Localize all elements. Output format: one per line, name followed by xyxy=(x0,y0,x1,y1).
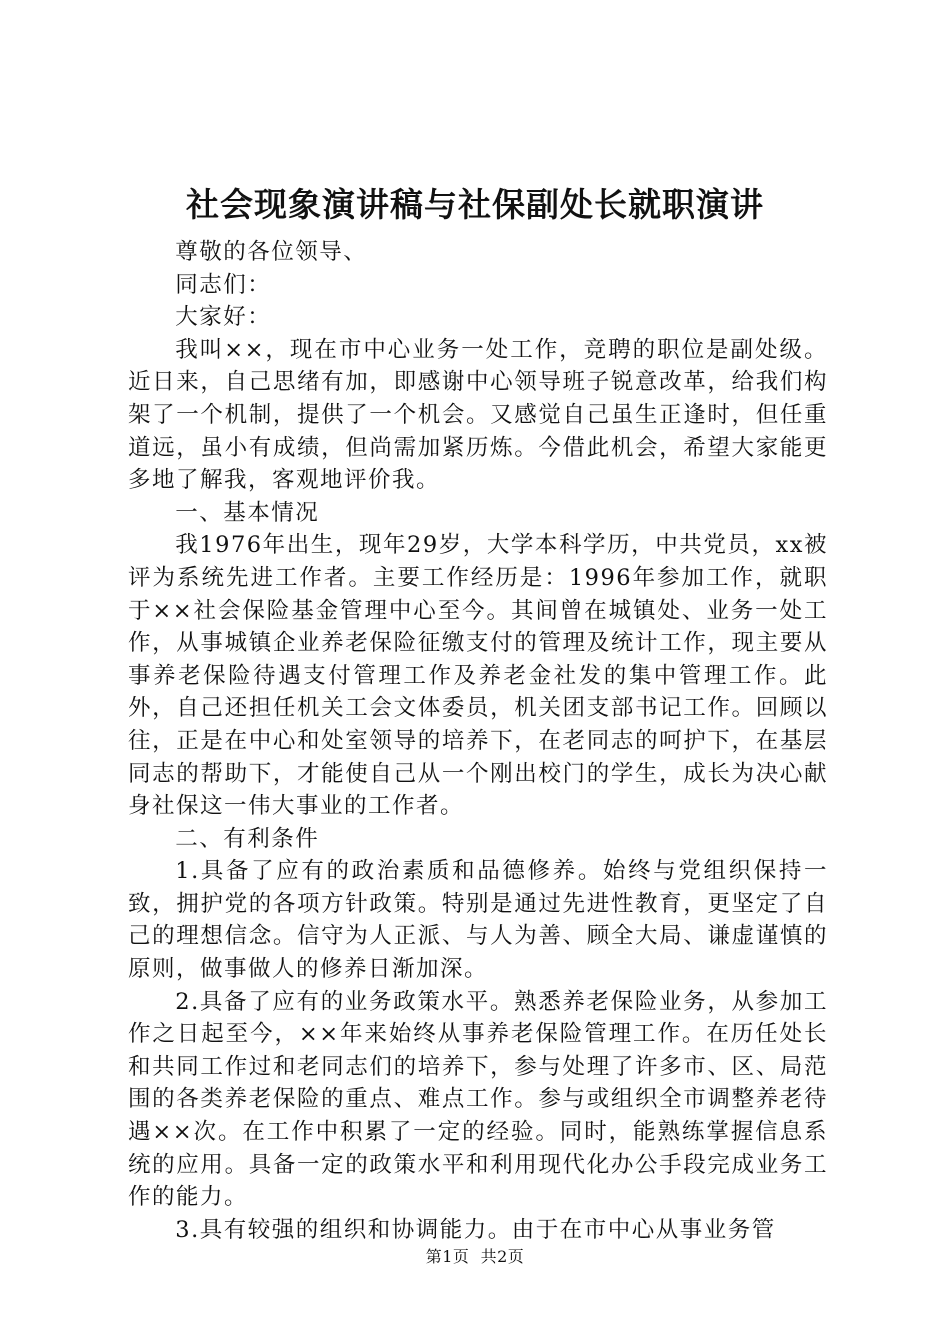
body-paragraph: 我1976年出生，现年29岁，大学本科学历，中共党员，xx被评为系统先进工作者。主要工作经历是：1996年参加工作，就职于××社会保险基金管理中心至今。其间曾在城镇处、业务一处工作，从事城镇企业养老保险征缴支付的管理及统计工作，现主要从事养老保险待遇支付管理工作及养老金社发的集中管理工作。此外，自己还担任机关工会文体委员，机关团支部书记工作。回顾以往，正是在中心和处室领导的培养下，在老同志的呵护下，在基层同志的帮助下，才能使自己从一个刚出校门的学生，成长为决心献身社保这一伟大事业的工作者。 xyxy=(128,532,828,820)
body-paragraph: 3.具有较强的组织和协调能力。由于在市中心从事业务管 xyxy=(175,1216,776,1243)
body-paragraph: 我叫××，现在市中心业务一处工作，竞聘的职位是副处级。近日来，自己思绪有加，即感谢中心领导班子锐意改革，给我们构架了一个机制，提供了一个机会。又感觉自己虽生正逢时，但任重道远，虽小有成绩，但尚需加紧历炼。今借此机会，希望大家能更多地了解我，客观地评价我。 xyxy=(128,336,828,494)
section-heading: 一、基本情况 xyxy=(175,499,320,526)
salutation-line: 尊敬的各位领导、 xyxy=(175,239,368,265)
body-paragraph: 2.具备了应有的业务政策水平。熟悉养老保险业务，从参加工作之日起至今，××年来始终从事养老保险管理工作。在历任处长和共同工作过和老同志们的培养下，参与处理了许多市、区、局范围的各类养老保险的重点、难点工作。参与或组织全市调整养老待遇××次。在工作中积累了一定的经验。同时，能熟练掌握信息系统的应用。具备一定的政策水平和利用现代化办公手段完成业务工作的能力。 xyxy=(128,988,828,1211)
greeting-line: 大家好： xyxy=(175,304,272,331)
section-heading: 二、有利条件 xyxy=(175,825,320,852)
page-number: 第1页 xyxy=(425,1247,470,1266)
body-paragraph: 1.具备了应有的政治素质和品德修养。始终与党组织保持一致，拥护党的各项方针政策。特别是通过先进性教育，更坚定了自己的理想信念。信守为人正派、与人为善、顾全大局、谦虚谨慎的原则，做事做人的修养日渐加深。 xyxy=(128,858,828,983)
document-body xyxy=(128,236,828,1246)
page-total: 共2页 xyxy=(480,1247,525,1266)
document-title: 社会现象演讲稿与社保副处长就职演讲 xyxy=(186,185,764,224)
page-footer xyxy=(0,1244,950,1267)
salutation-line: 同志们： xyxy=(175,271,272,298)
